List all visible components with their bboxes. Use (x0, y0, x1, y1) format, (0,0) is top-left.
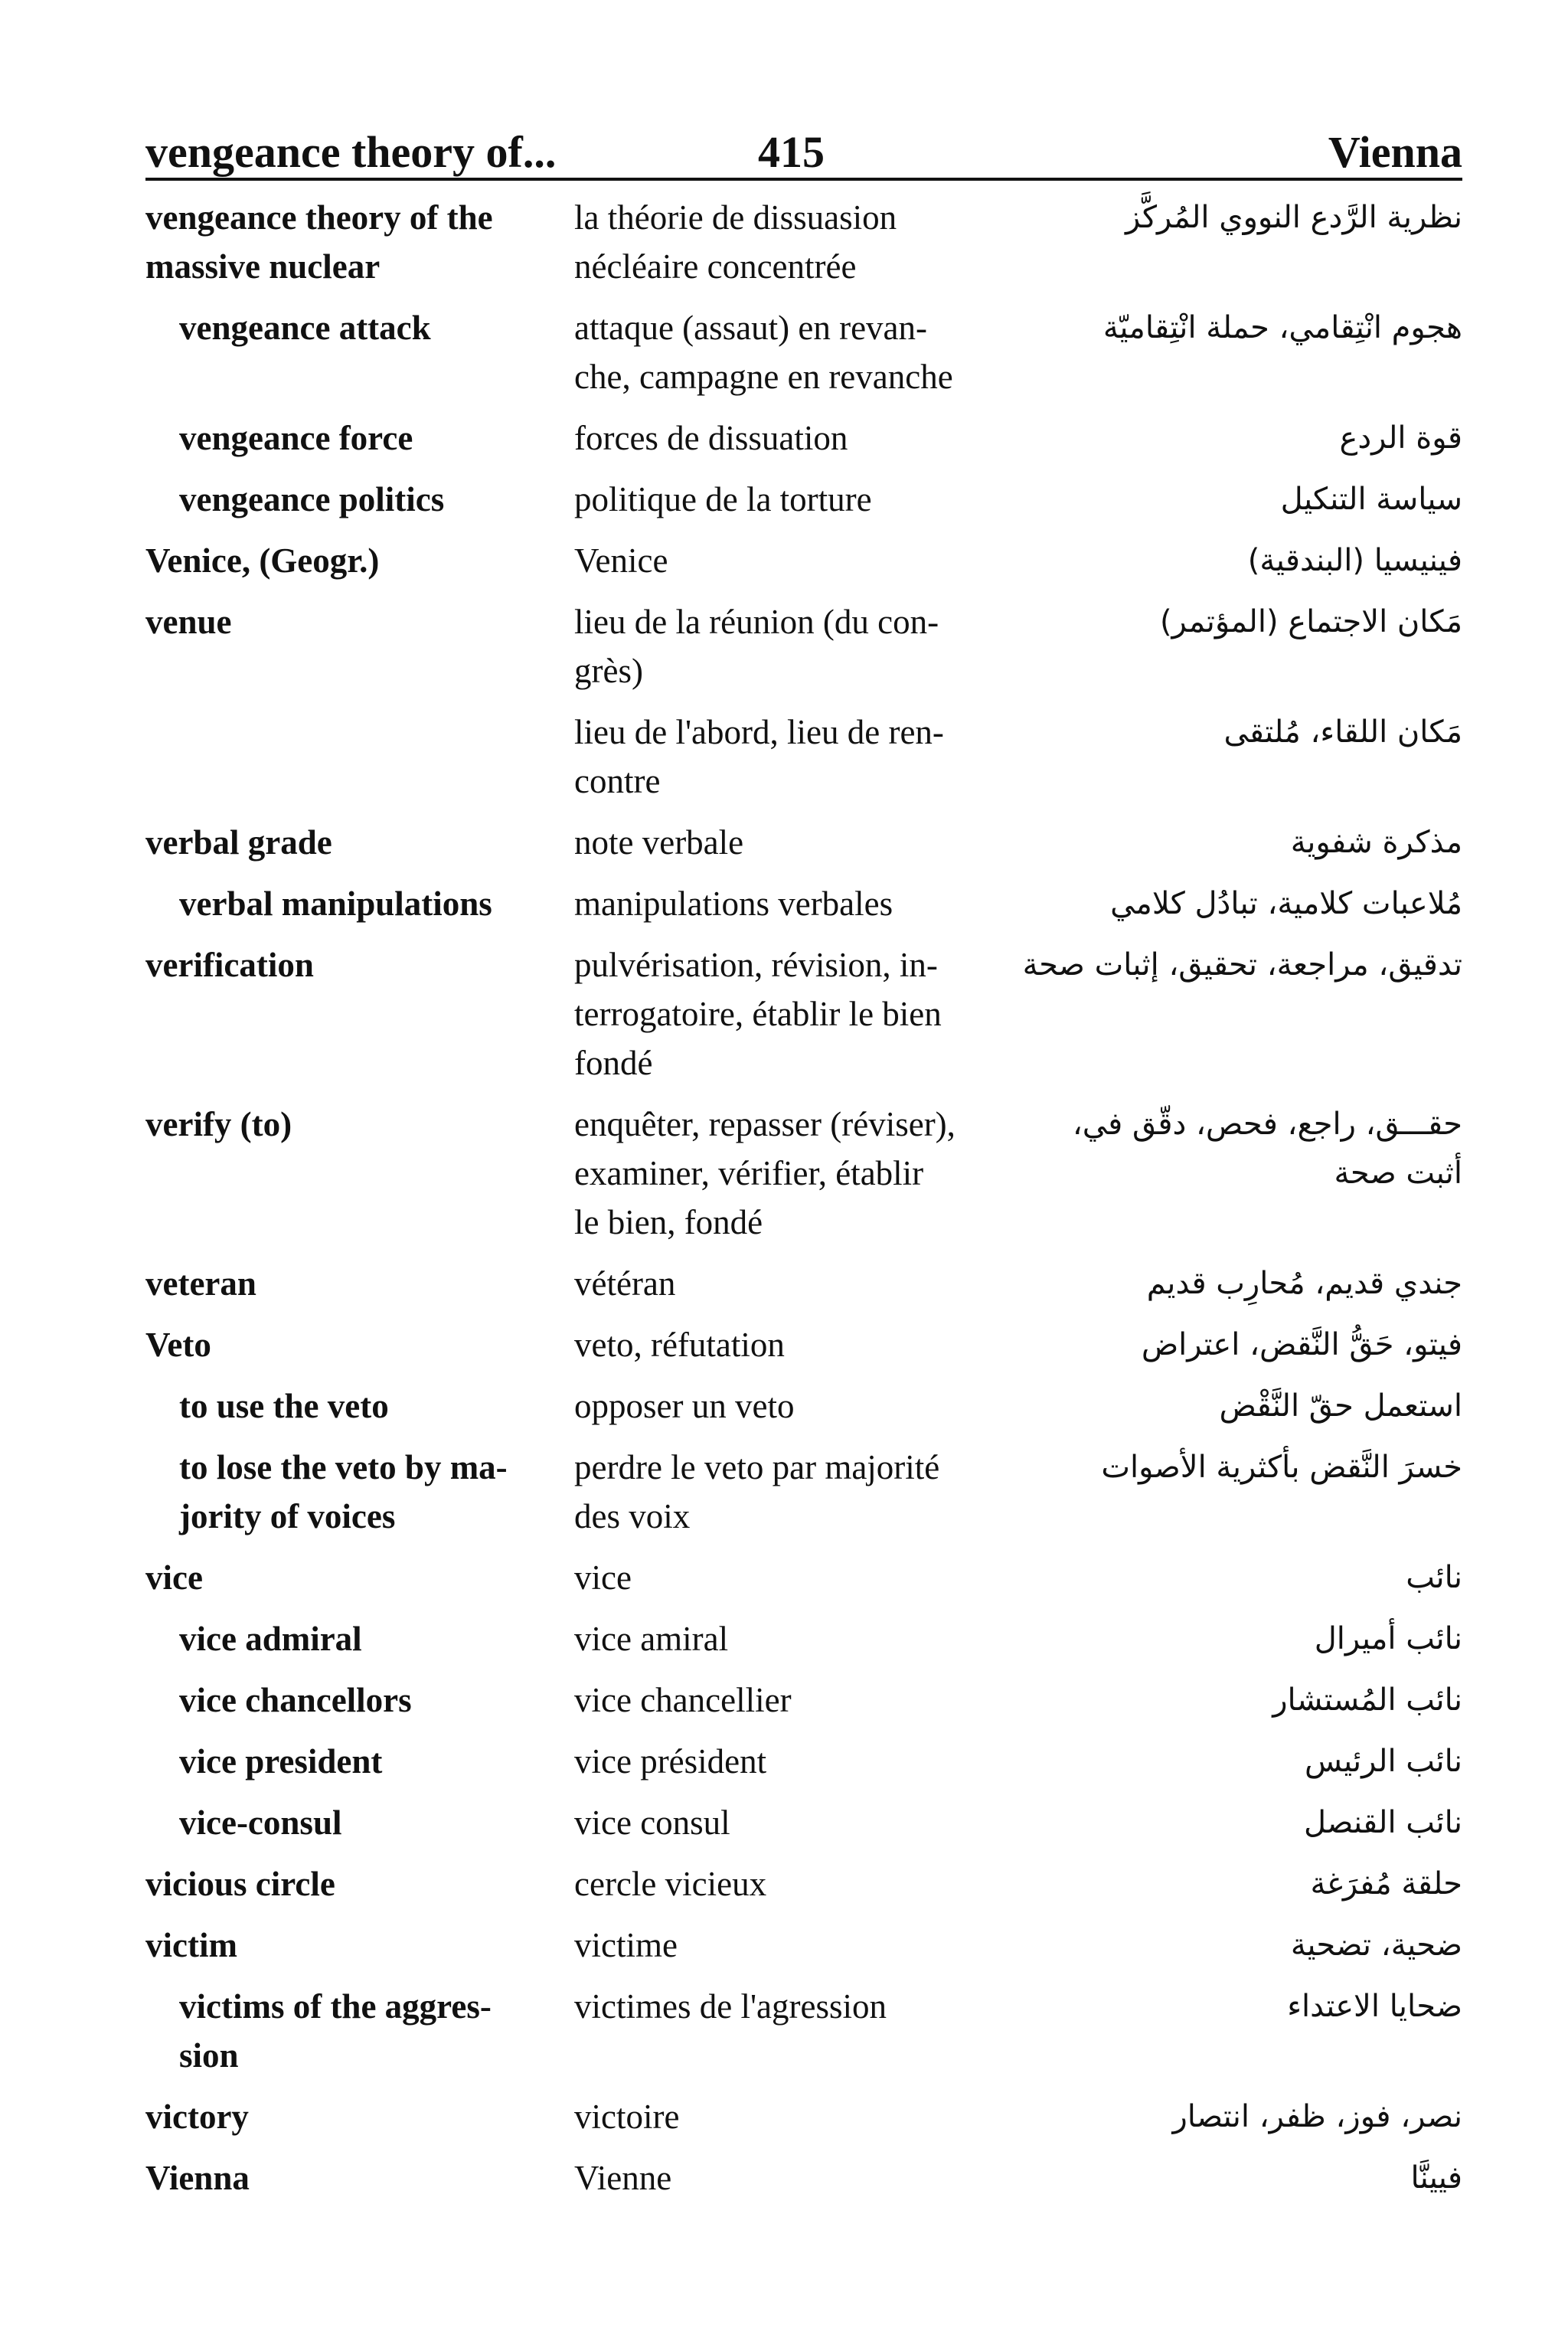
arabic-translation-line: نصر، فوز، ظفر، انتصار (1172, 2099, 1462, 2134)
arabic-translation (1049, 1614, 1462, 1663)
french-translation-line: examiner, vérifier, établir (574, 1154, 924, 1192)
arabic-translation-line: نائب (1406, 1560, 1462, 1595)
dictionary-entry (145, 1443, 1462, 1541)
arabic-translation (1049, 1921, 1462, 1970)
english-term (145, 1259, 574, 1308)
arabic-translation-line: نظرية الرَّدع النووي المُركَّز (1125, 200, 1462, 235)
french-translation (574, 1859, 1034, 1908)
dictionary-entry (145, 879, 1462, 928)
arabic-translation (1049, 1737, 1462, 1786)
arabic-translation (1049, 1320, 1462, 1369)
dictionary-entry (145, 1553, 1462, 1602)
dictionary-entry (145, 597, 1462, 695)
arabic-translation (1049, 475, 1462, 524)
arabic-translation-line: مُلاعبات كلامية، تبادُل كلامي (1110, 886, 1462, 921)
french-translation (574, 597, 1034, 695)
english-term-line: vengeance theory of the (145, 198, 493, 237)
english-term (145, 1382, 574, 1431)
french-translation-line: perdre le veto par majorité (574, 1448, 940, 1486)
arabic-translation-line: أثبت صحة (1334, 1156, 1462, 1191)
english-term-line: victim (145, 1926, 237, 1964)
english-term (145, 940, 574, 989)
arabic-translation-line: نائب القنصل (1303, 1805, 1462, 1840)
english-term (145, 1676, 574, 1725)
english-term-line: Veto (145, 1326, 211, 1364)
english-term (145, 1320, 574, 1369)
french-translation-line: manipulations verbales (574, 885, 893, 923)
page-number: 415 (758, 127, 825, 177)
english-term (145, 1553, 574, 1602)
dictionary-entry (145, 1921, 1462, 1970)
dictionary-entry (145, 303, 1462, 401)
french-translation (574, 303, 1034, 401)
english-term-line: verbal grade (145, 823, 332, 862)
arabic-translation-line: ضحايا الاعتداء (1287, 1989, 1462, 2024)
dictionary-entry (145, 1614, 1462, 1663)
arabic-translation (1049, 414, 1462, 463)
french-translation (574, 2092, 1034, 2141)
arabic-translation (1049, 879, 1462, 928)
arabic-translation (1049, 193, 1462, 242)
french-translation (574, 940, 1034, 1087)
header-first-entry: vengeance theory of... (145, 127, 557, 177)
english-term (145, 597, 574, 646)
english-term-line: venue (145, 603, 232, 641)
dictionary-entry (145, 414, 1462, 463)
arabic-translation-line: خسرَ النَّقض بأكثرية الأصوات (1101, 1450, 1462, 1485)
english-term (145, 475, 574, 524)
french-translation-line: vétéran (574, 1264, 676, 1303)
english-term-line: vengeance force (179, 419, 413, 457)
arabic-translation-line: جندي قديم، مُحارِب قديم (1146, 1266, 1462, 1301)
english-term-line: to use the veto (179, 1387, 389, 1425)
arabic-translation (1049, 708, 1462, 757)
arabic-translation (1049, 536, 1462, 585)
arabic-translation-line: نائب الرئيس (1304, 1744, 1462, 1779)
english-term-line: to lose the veto by ma- (179, 1448, 508, 1486)
dictionary-entry (145, 193, 1462, 291)
french-translation-line: victime (574, 1926, 678, 1964)
english-term-line: vengeance politics (179, 480, 445, 518)
french-translation (574, 536, 1034, 585)
dictionary-entry (145, 1382, 1462, 1431)
french-translation (574, 1737, 1034, 1786)
dictionary-entry (145, 1982, 1462, 2080)
arabic-translation-line: حقـــق، راجع، فحص، دقّق في، (1072, 1107, 1462, 1142)
english-term-line: Vienna (145, 2159, 250, 2197)
french-translation (574, 414, 1034, 463)
english-term-line: victory (145, 2098, 249, 2136)
english-term (145, 1798, 574, 1847)
english-term-line: verbal manipulations (179, 885, 492, 923)
french-translation (574, 1259, 1034, 1308)
arabic-translation (1049, 597, 1462, 646)
french-translation-line: vice (574, 1558, 632, 1597)
arabic-translation (1049, 1982, 1462, 2031)
english-term-line: vice president (179, 1742, 383, 1780)
french-translation-line: fondé (574, 1044, 653, 1082)
arabic-translation-line: قوة الردع (1339, 420, 1462, 456)
dictionary-entry (145, 475, 1462, 524)
english-term-line: vice chancellors (179, 1681, 412, 1719)
arabic-translation-line: حلقة مُفرَغة (1310, 1866, 1462, 1901)
dictionary-entry (145, 940, 1462, 1087)
french-translation-line: la théorie de dissuasion (574, 198, 897, 237)
french-translation-line: pulvérisation, révision, in- (574, 946, 938, 984)
french-translation-line: vice amiral (574, 1620, 729, 1658)
french-translation-line: contre (574, 762, 661, 800)
french-translation-line: vice consul (574, 1803, 730, 1842)
arabic-translation-line: فيتو، حَقُّ النَّقض، اعتراض (1141, 1327, 1462, 1362)
arabic-translation-line: نائب أميرال (1314, 1621, 1462, 1656)
dictionary-entry (145, 1100, 1462, 1247)
french-translation (574, 1553, 1034, 1602)
english-term-line: vice admiral (179, 1620, 362, 1658)
dictionary-entry (145, 2092, 1462, 2141)
english-term-line (145, 708, 559, 757)
french-translation-line: che, campagne en revanche (574, 358, 953, 396)
french-translation-line: politique de la torture (574, 480, 872, 518)
dictionary-entry (145, 1320, 1462, 1369)
french-translation-line: terrogatoire, établir le bien (574, 995, 942, 1033)
english-term-line: sion (179, 2036, 239, 2075)
french-translation (574, 1443, 1034, 1541)
arabic-translation-line: استعمل حقّ النَّقْض (1219, 1388, 1462, 1424)
english-term (145, 1737, 574, 1786)
header-last-entry: Vienna (1328, 127, 1462, 177)
french-translation (574, 1676, 1034, 1725)
dictionary-page (145, 115, 1462, 2290)
arabic-translation (1049, 1859, 1462, 1908)
english-term (145, 2153, 574, 2202)
french-translation-line: opposer un veto (574, 1387, 795, 1425)
entry-list (145, 193, 1462, 2202)
french-translation-line: note verbale (574, 823, 744, 862)
dictionary-entry (145, 1859, 1462, 1908)
french-translation-line: vice chancellier (574, 1681, 792, 1719)
arabic-translation (1049, 1676, 1462, 1725)
french-translation-line: victimes de l'agression (574, 1987, 887, 2026)
french-translation (574, 1100, 1034, 1247)
arabic-translation (1049, 2153, 1462, 2202)
english-term-line: vicious circle (145, 1865, 335, 1903)
arabic-translation (1049, 1443, 1462, 1492)
french-translation-line: lieu de l'abord, lieu de ren- (574, 713, 944, 751)
english-term (145, 879, 574, 928)
french-translation-line: des voix (574, 1497, 691, 1535)
english-term (145, 536, 574, 585)
french-translation-line: victoire (574, 2098, 680, 2136)
english-term (145, 303, 574, 352)
french-translation (574, 1982, 1034, 2031)
arabic-translation-line: تدقيق، مراجعة، تحقيق، إثبات صحة (1022, 947, 1462, 983)
arabic-translation (1022, 940, 1462, 989)
french-translation-line: cercle vicieux (574, 1865, 767, 1903)
arabic-translation (1049, 1382, 1462, 1431)
english-term-line: massive nuclear (145, 247, 381, 286)
french-translation-line: le bien, fondé (574, 1203, 763, 1241)
french-translation-line: lieu de la réunion (du con- (574, 603, 939, 641)
english-term (145, 2092, 574, 2141)
dictionary-entry (145, 818, 1462, 867)
french-translation-line: nécléaire concentrée (574, 247, 857, 286)
french-translation (574, 475, 1034, 524)
french-translation (574, 1921, 1034, 1970)
dictionary-entry (145, 2153, 1462, 2202)
arabic-translation (1049, 1259, 1462, 1308)
english-term (145, 1100, 574, 1149)
arabic-translation-line: ضحية، تضحية (1290, 1928, 1462, 1963)
french-translation (574, 193, 1034, 291)
dictionary-entry (145, 1676, 1462, 1725)
dictionary-entry (145, 708, 1462, 806)
arabic-translation (1049, 1798, 1462, 1847)
french-translation-line: Venice (574, 541, 668, 580)
arabic-translation (1049, 2092, 1462, 2141)
dictionary-entry (145, 1259, 1462, 1308)
french-translation-line: forces de dissuation (574, 419, 848, 457)
english-term-line: jority of voices (179, 1497, 396, 1535)
english-term (145, 1921, 574, 1970)
french-translation (574, 879, 1034, 928)
english-term (145, 1614, 574, 1663)
english-term (145, 1443, 574, 1541)
english-term (145, 414, 574, 463)
french-translation (574, 818, 1034, 867)
french-translation-line: vice président (574, 1742, 767, 1780)
arabic-translation-line: فيينَّا (1410, 2160, 1462, 2196)
french-translation (574, 1320, 1034, 1369)
english-term (145, 818, 574, 867)
arabic-translation-line: هجوم انْتِقامي، حملة انْتِقاميّة (1102, 310, 1462, 345)
arabic-translation-line: مَكان الاجتماع (المؤتمر) (1159, 604, 1462, 639)
french-translation-line: veto, réfutation (574, 1326, 785, 1364)
french-translation-line: attaque (assaut) en revan- (574, 309, 928, 347)
french-translation (574, 708, 1034, 806)
dictionary-entry (145, 1737, 1462, 1786)
english-term-line: verify (to) (145, 1105, 292, 1143)
arabic-translation (1049, 1553, 1462, 1602)
arabic-translation-line: مذكرة شفوية (1290, 825, 1462, 860)
english-term-line: Venice, (Geogr.) (145, 541, 380, 580)
english-term (145, 1859, 574, 1908)
english-term-line: vengeance attack (179, 309, 431, 347)
english-term (145, 193, 574, 291)
french-translation (574, 2153, 1034, 2202)
dictionary-entry (145, 536, 1462, 585)
english-term-line: vice (145, 1558, 203, 1597)
arabic-translation-line: نائب المُستشار (1272, 1682, 1462, 1718)
dictionary-entry (145, 1798, 1462, 1847)
english-term (145, 1982, 574, 2080)
french-translation (574, 1382, 1034, 1431)
arabic-translation-line: مَكان اللقاء، مُلتقى (1223, 714, 1462, 750)
french-translation-line: grès) (574, 652, 643, 690)
french-translation (574, 1614, 1034, 1663)
arabic-translation-line: سياسة التنكيل (1280, 482, 1462, 517)
english-term (145, 708, 574, 757)
french-translation-line: enquêter, repasser (réviser), (574, 1105, 956, 1143)
french-translation (574, 1798, 1034, 1847)
english-term-line: vice-consul (179, 1803, 342, 1842)
arabic-translation (1049, 818, 1462, 867)
arabic-translation-line: فينيسيا (البندقية) (1247, 543, 1462, 578)
english-term-line: verification (145, 946, 314, 984)
arabic-translation (1049, 1100, 1462, 1198)
arabic-translation (1049, 303, 1462, 352)
english-term-line: victims of the aggres- (179, 1987, 492, 2026)
english-term-line: veteran (145, 1264, 256, 1303)
page-header (145, 115, 1462, 181)
french-translation-line: Vienne (574, 2159, 672, 2197)
